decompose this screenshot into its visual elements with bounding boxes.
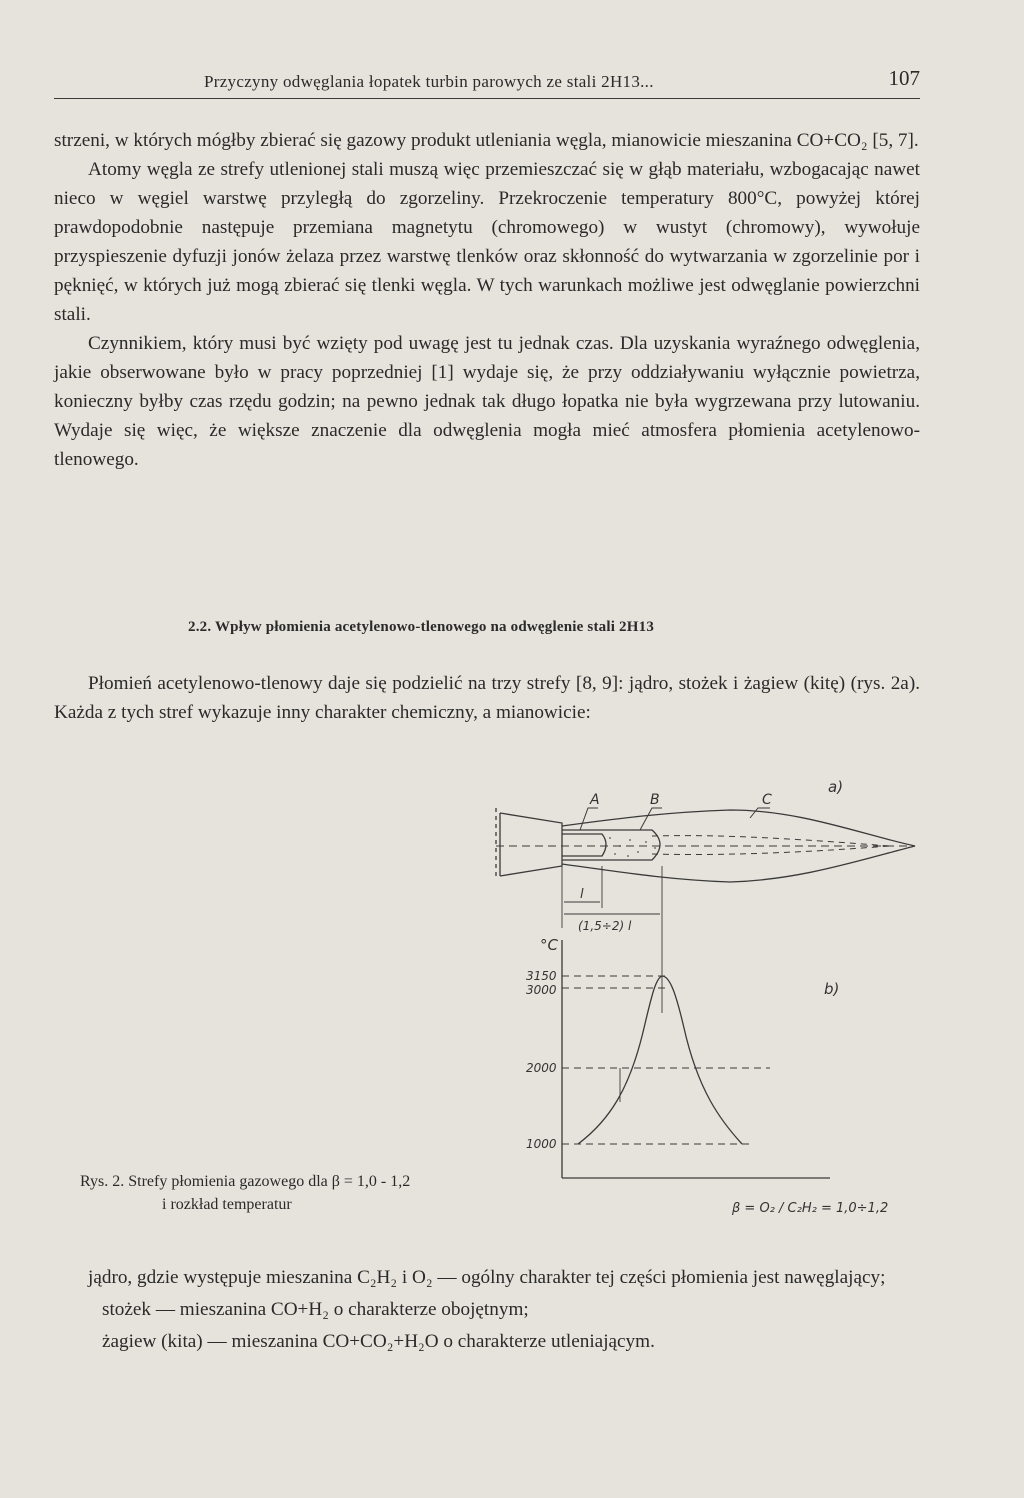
- plume-inner-lines: [652, 836, 890, 855]
- paragraph-3: Czynnikiem, który musi być wzięty pod uwagę jest tu jednak czas. Dla uzyskania wyraźnego odwęglenia, jakie obserwowane było w pracy poprzedniej [1] wydaje się, że przy oddziaływaniu wyłącznie powietrza, konieczny byłby czas rzędu godzin; na pewno jednak tak długo łopatka nie była wygrzewana przy lutowaniu. Wydaje się więc, że większe znaczenie dla odwęglenia mogła mieć atmosfera płomienia acetylenowo-tlenowego.: [54, 333, 920, 470]
- running-title: Przyczyny odwęglania łopatek turbin parowych ze stali 2H13...: [204, 72, 654, 91]
- leader-C: [750, 808, 770, 818]
- paragraph-2: Atomy węgla ze strefy utlenionej stali muszą więc przemieszczać się w głąb materiału, wzbogacając nawet nieco w węgiel warstwę przyległą do zgorzeliny. Przekroczenie temperatury 800°C, powyżej której prawdopodobnie następuje przemiana magnetytu (chromowego) w wustyt (chromowy), wywołuje przyspieszenie dyfuzji jonów żelaza przez warstwę tlenków oraz skłonność do wytwarzania w zgorzelinie por i pęknięć, w których już mogą zbierać się tlenki węgla. W tych warunkach możliwe jest odwęglanie powierzchni stali.: [54, 159, 920, 325]
- temperature-gridlines: [562, 976, 770, 1144]
- list-item-cone: stożek — mieszanina CO+H₂ o charakterze obojętnym;: [102, 1299, 529, 1320]
- y-tick-3000: 3000: [526, 983, 557, 997]
- dim-label-range: (1,5÷2) l: [578, 919, 632, 933]
- flame-figure: [470, 768, 940, 1228]
- y-tick-1000: 1000: [526, 1137, 557, 1151]
- label-a: a): [828, 778, 844, 796]
- temperature-plot: [562, 940, 830, 1178]
- beta-formula: β = O₂ / C₂H₂ = 1,0÷1,2: [732, 1201, 889, 1216]
- flame-core: [562, 834, 606, 856]
- body-text-top: [54, 126, 920, 474]
- caption-line-1: Rys. 2. Strefy płomienia gazowego dla β = 1,0 - 1,2: [80, 1173, 411, 1190]
- leader-A: [580, 808, 598, 830]
- body-text-section: [54, 669, 920, 727]
- cone-stipple: [609, 837, 656, 857]
- zone-label-B: B: [650, 792, 660, 808]
- label-b: b): [824, 980, 840, 998]
- dim-label-l: l: [580, 887, 584, 902]
- zone-label-A: A: [590, 792, 600, 808]
- section-heading: 2.2. Wpływ płomienia acetylenowo-tlenowego na odwęglenie stali 2H13: [188, 619, 655, 635]
- zone-label-C: C: [762, 792, 772, 808]
- caption-line-2: i rozkład temperatur: [162, 1196, 292, 1213]
- nozzle: [500, 813, 562, 876]
- list-item-core: jądro, gdzie występuje mieszanina C₂H₂ i O₂ — ogólny charakter tej części płomienia jest nawęglający;: [88, 1267, 886, 1288]
- figure-caption: [80, 1170, 410, 1216]
- paragraph-4: Płomień acetylenowo-tlenowy daje się podzielić na trzy strefy [8, 9]: jądro, stożek i żagiew (kitę) (rys. 2a). Każda z tych stref wykazuje inny charakter chemiczny, a mianowicie:: [54, 673, 920, 723]
- paragraph-1: strzeni, w których mógłby zbierać się gazowy produkt utleniania węgla, mianowicie mieszanina CO+CO₂ [5, 7].: [54, 130, 919, 151]
- list-item-plume: żagiew (kita) — mieszanina CO+CO₂+H₂O o charakterze utleniającym.: [102, 1331, 655, 1352]
- y-tick-3150: 3150: [526, 969, 557, 983]
- page-number: 107: [888, 66, 920, 90]
- flame-diagram: [496, 808, 915, 1013]
- zone-list: [54, 1262, 920, 1358]
- leader-B: [640, 808, 662, 830]
- y-tick-2000: 2000: [526, 1061, 557, 1075]
- temperature-curve: [578, 976, 742, 1144]
- running-header: [54, 64, 920, 99]
- unit-label: °C: [540, 936, 558, 954]
